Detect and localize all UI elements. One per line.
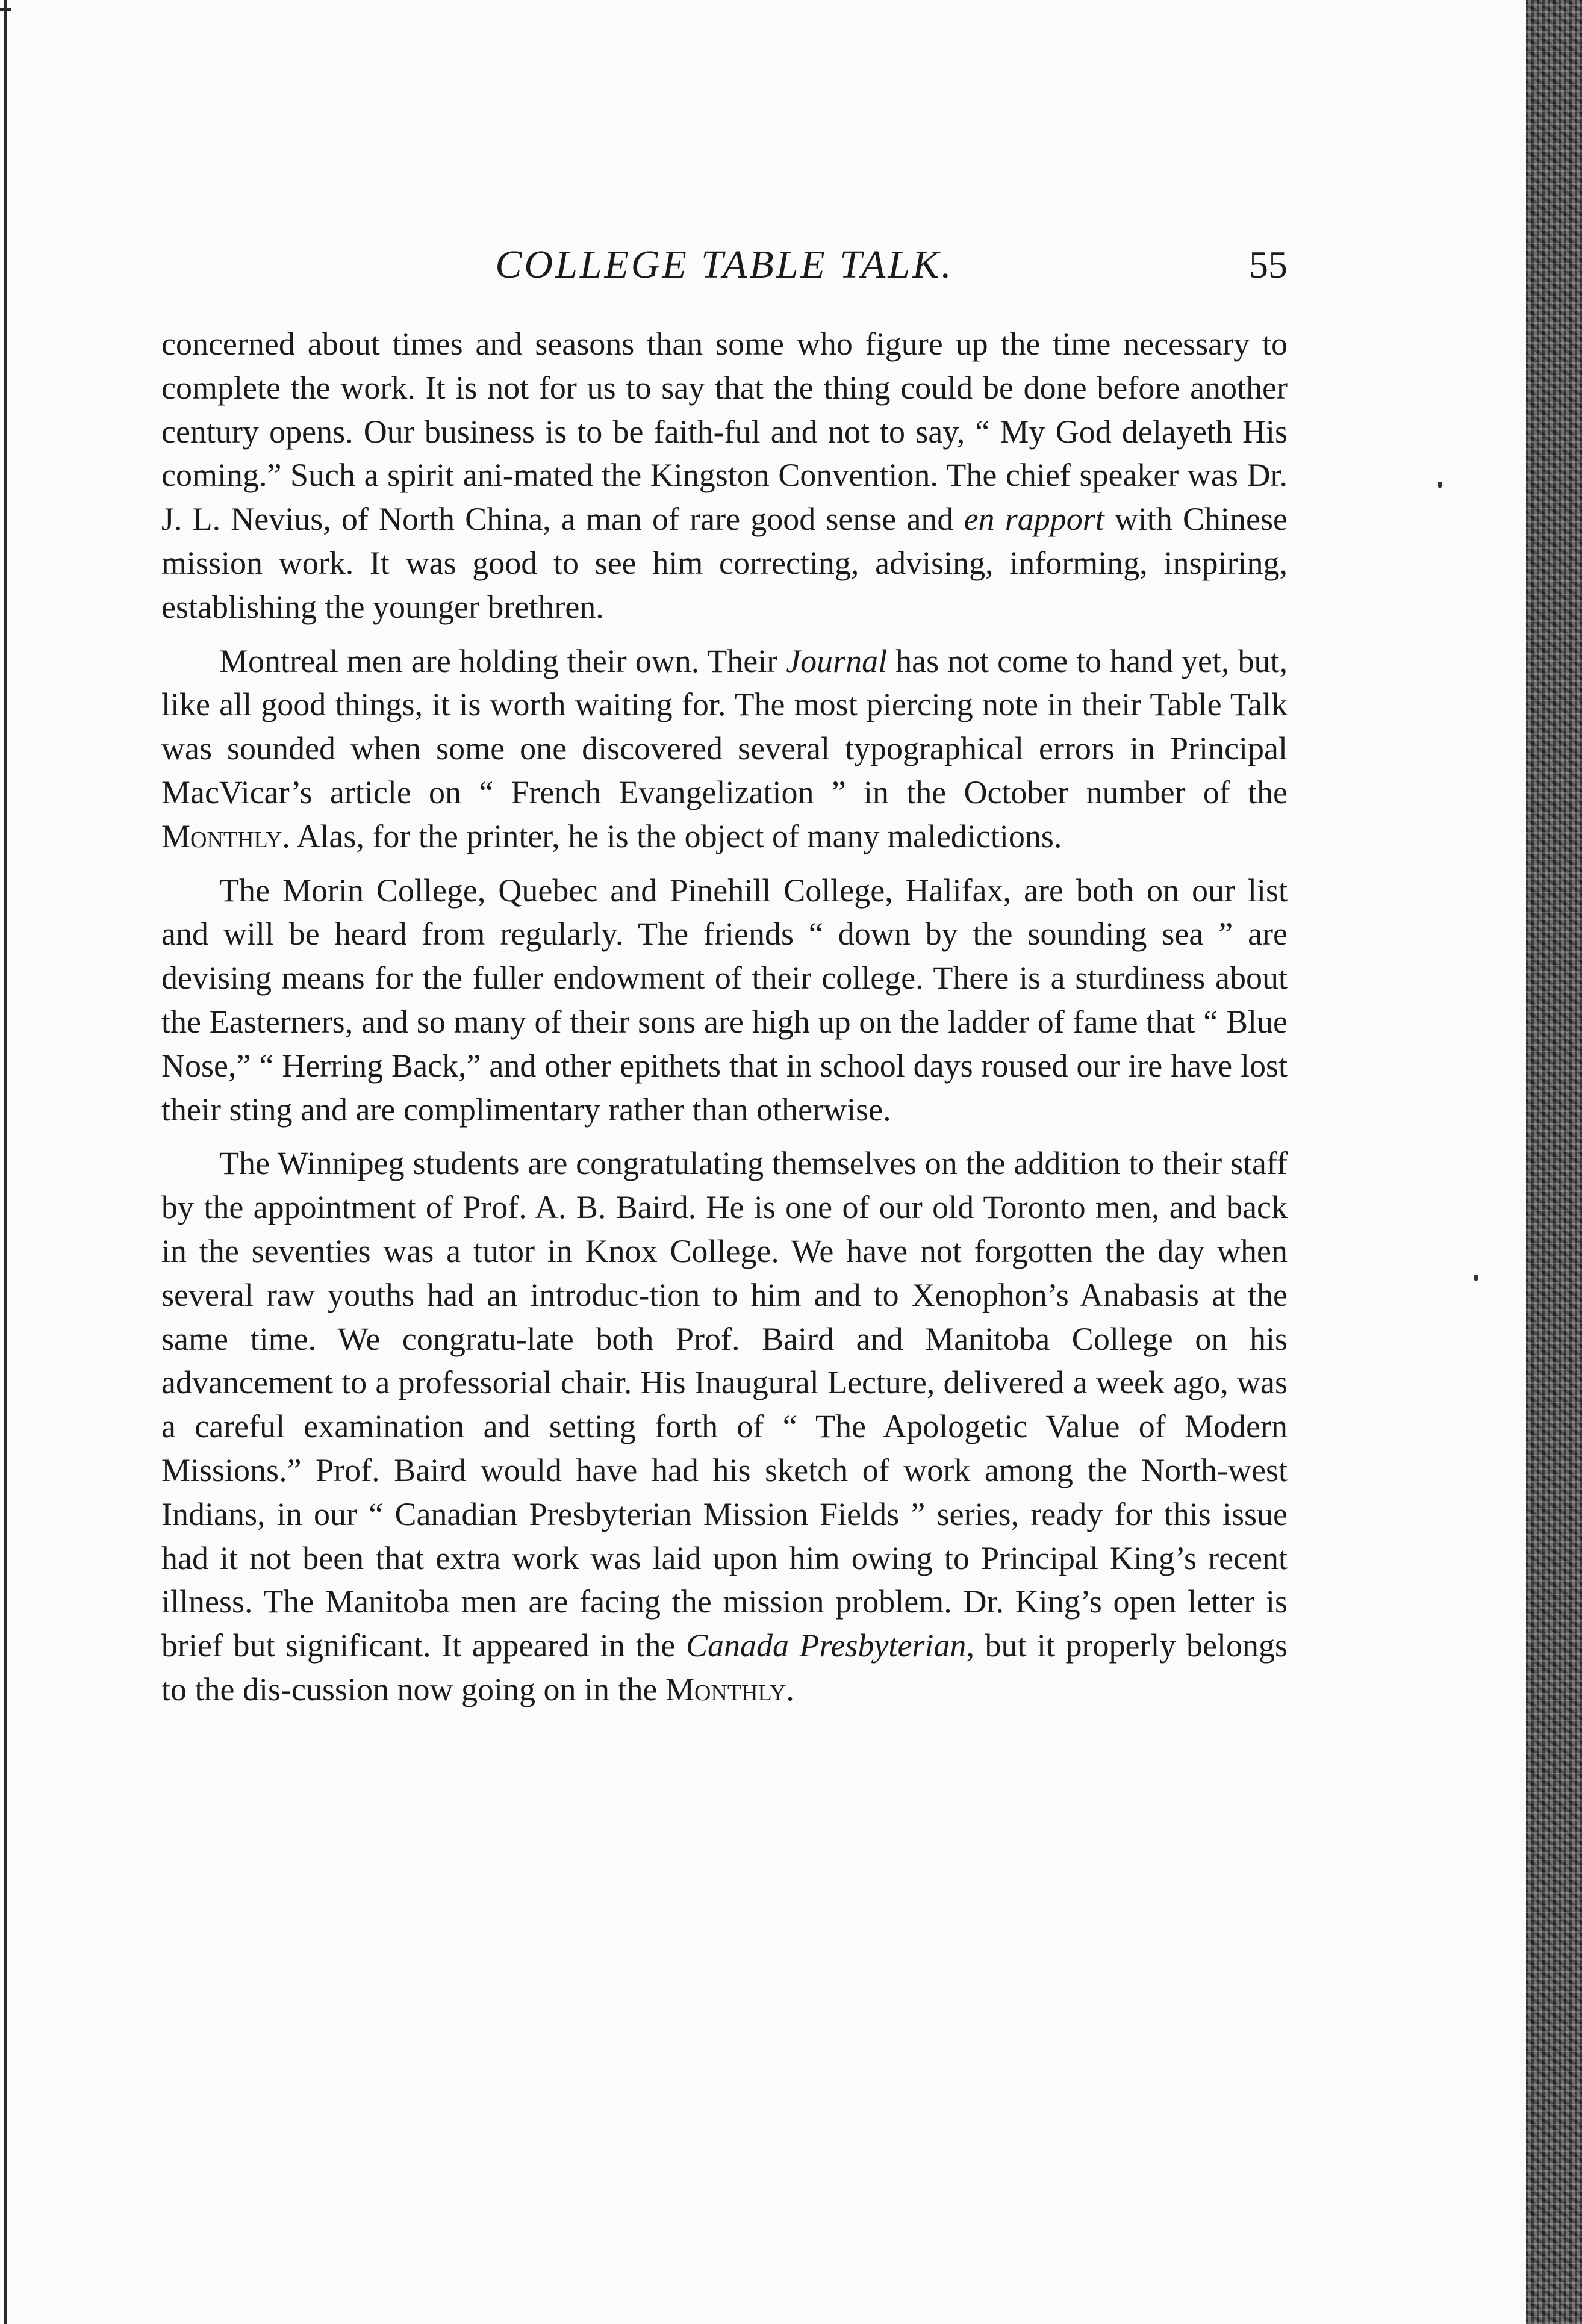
paragraph-montreal	[161, 639, 1288, 859]
italic-title: Canada Presbyterian	[685, 1627, 967, 1664]
paragraph-winnipeg	[161, 1142, 1288, 1711]
margin-speck	[1438, 482, 1442, 488]
text-run: The Winnipeg students are congratulating themselves on the addition to their staff by the appointment of Prof. A. B. Baird. He is one of our old Toronto men, and back in the seventies was a tutor in Knox College. We have not forgotten the day when several raw youths had an introduc-tion to him and to Xenophon’s Anabasis at the same time. We congratu-late both Prof. Baird and Manitoba College on his advancement to a professorial chair. His Inaugural Lecture, delivered a week ago, was a careful examination and setting forth of “ The Apologetic Value of Modern Missions.” Prof. Baird would have had his sketch of work among the North-west Indians, in our “ Canadian Presbyterian Mission Fields ” series, ready for this issue had it not been that extra work was laid upon him owing to Principal King’s recent illness. The Manitoba men are facing the mission problem. Dr. King’s open letter is brief but significant. It appeared in the	[161, 1145, 1288, 1664]
text-run: .	[786, 1671, 794, 1707]
page-number: 55	[1249, 243, 1288, 286]
margin-speck	[1474, 1275, 1478, 1281]
italic-phrase: en rapport	[964, 501, 1104, 538]
paragraph-continuation	[161, 322, 1288, 629]
scanned-binding-edge	[1526, 0, 1582, 2324]
small-caps-title: Monthly	[161, 818, 282, 854]
text-run: has not come to hand yet, but, like all good things, it is worth waiting for. The most piercing note in their Table Talk was sounded when some one discovered several typographical errors in Principal MacVicar’s article on “ French Evangelization ” in the October number of the	[161, 642, 1288, 810]
paragraph-morin-college	[161, 869, 1288, 1132]
page-corner-mark	[0, 8, 11, 11]
text-run: . Alas, for the printer, he is the object of many maledictions.	[282, 818, 1062, 854]
page-header	[161, 238, 1288, 292]
running-title: COLLEGE TABLE TALK.	[495, 243, 954, 287]
text-run: Montreal men are holding their own. Their	[219, 642, 786, 679]
text-run: with Chinese mission work. It was good to see him correcting, advising, informing, inspiring, establishing the younger brethren.	[161, 501, 1288, 625]
text-run: The Morin College, Quebec and Pinehill College, Halifax, are both on our list and will be heard from regularly. The friends “ down by the sounding sea ” are devising means for the fuller endowment of their college. There is a sturdiness about the Easterners, and so many of their sons are high up on the ladder of fame that “ Blue Nose,” “ Herring Back,” and other epithets that in school days roused our ire have lost their sting and are complimentary rather than otherwise.	[161, 872, 1288, 1128]
text-run: concerned about times and seasons than some who figure up the time necessary to complete the work. It is not for us to say that the thing could be done before another century opens. Our business is to be faith-ful and not to say, “ My God delayeth His coming.” Such a spirit ani-mated the Kingston Convention. The chief speaker was Dr. J. L. Nevius, of North China, a man of rare good sense and	[161, 326, 1288, 538]
article-body	[161, 322, 1288, 1722]
italic-title: Journal	[786, 642, 888, 679]
small-caps-title: Monthly	[665, 1671, 786, 1707]
text-run: , but it properly belongs to the dis-cussion now going on in the	[161, 1627, 1288, 1707]
page-left-edge-rule	[4, 0, 7, 2324]
